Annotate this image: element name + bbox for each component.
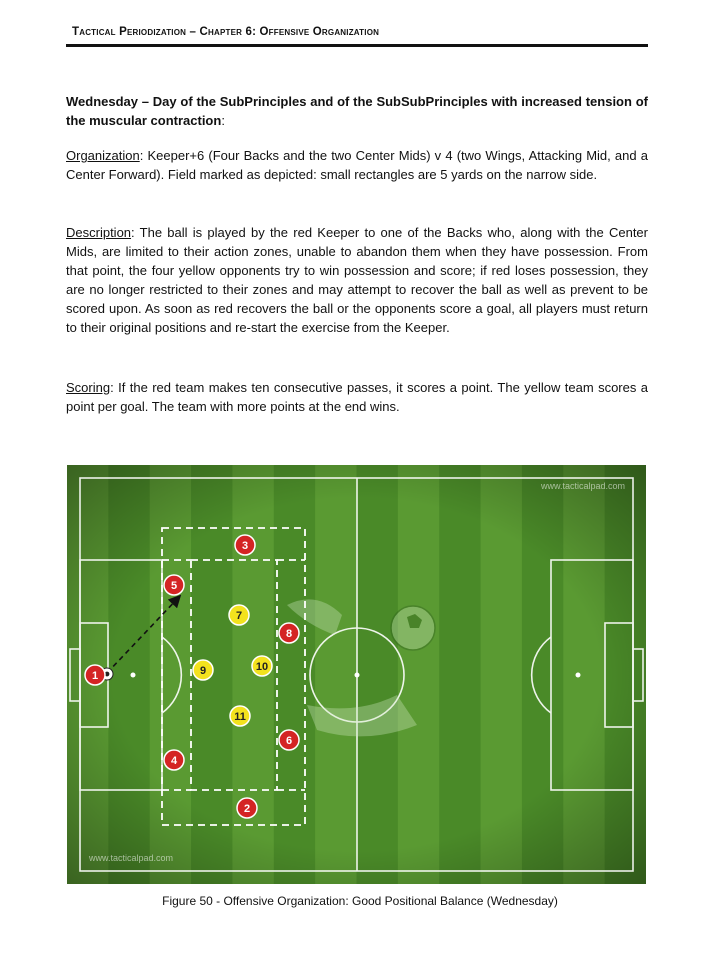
player-number: 1 (91, 670, 99, 682)
description-text: : The ball is played by the red Keeper to one of the Backs who, along with the Center Mids, are limited to their action zones, unable to abandon them when they have possession. From that point, the four yellow opponents try to win possession and score; if red loses possession, they are no longer restricted to their zones and may attempt to recover the ball as well as prevent to be scored upon. As soon as red recovers the ball or the opponents score a goal, all players must return to their original positions and re-start the exercise from the Keeper. (66, 225, 648, 335)
pitch-svg (67, 465, 646, 884)
running-header: Tactical Periodization – Chapter 6: Offensive Organization (72, 26, 380, 38)
section-title-text: Wednesday – Day of the SubPrinciples and of the SubSubPrinciples with increased tension of the muscular contraction (66, 94, 648, 128)
red-player-5 (164, 575, 184, 595)
player-number: 4 (170, 755, 178, 767)
red-player-6 (279, 730, 299, 750)
yellow-player-10 (252, 656, 272, 676)
header-rule (66, 44, 648, 47)
yellow-player-11 (230, 706, 250, 726)
red-player-3 (235, 535, 255, 555)
description-label: Description (66, 225, 132, 240)
yellow-player-9 (193, 660, 213, 680)
figure-caption: Figure 50 - Offensive Organization: Good Positional Balance (Wednesday) (162, 894, 558, 908)
right-penalty-spot (576, 673, 581, 678)
center-spot (355, 673, 360, 678)
red-player-2 (237, 798, 257, 818)
player-number: 8 (285, 628, 293, 640)
organization-paragraph (66, 146, 648, 184)
red-player-1 (85, 665, 105, 685)
player-number: 6 (285, 735, 293, 747)
scoring-paragraph (66, 378, 648, 416)
player-number: 3 (241, 540, 249, 552)
scoring-label: Scoring (66, 380, 111, 395)
player-number: 2 (243, 803, 251, 815)
red-player-4 (164, 750, 184, 770)
red-player-8 (279, 623, 299, 643)
organization-label: Organization (66, 148, 140, 163)
organization-text: : Keeper+6 (Four Backs and the two Center Mids) v 4 (two Wings, Attacking Mid, and a Center Forward). Field marked as depicted: small rectangles are 5 yards on the narrow side. (66, 148, 648, 182)
player-number: 10 (255, 661, 269, 673)
watermark-bottom: www.tacticalpad.com (89, 853, 174, 863)
player-number: 5 (170, 580, 178, 592)
player-number: 11 (234, 711, 246, 723)
player-number: 7 (235, 610, 243, 622)
tactical-diagram (67, 465, 646, 884)
description-paragraph (66, 223, 648, 337)
player-number: 9 (199, 665, 207, 677)
section-title-colon: : (221, 113, 225, 128)
watermark-top: www.tacticalpad.com (540, 481, 625, 491)
yellow-player-7 (229, 605, 249, 625)
section-title (66, 92, 648, 130)
scoring-text: : If the red team makes ten consecutive passes, it scores a point. The yellow team scores a point per goal. The team with more points at the end wins. (66, 380, 648, 414)
left-penalty-spot (131, 673, 136, 678)
